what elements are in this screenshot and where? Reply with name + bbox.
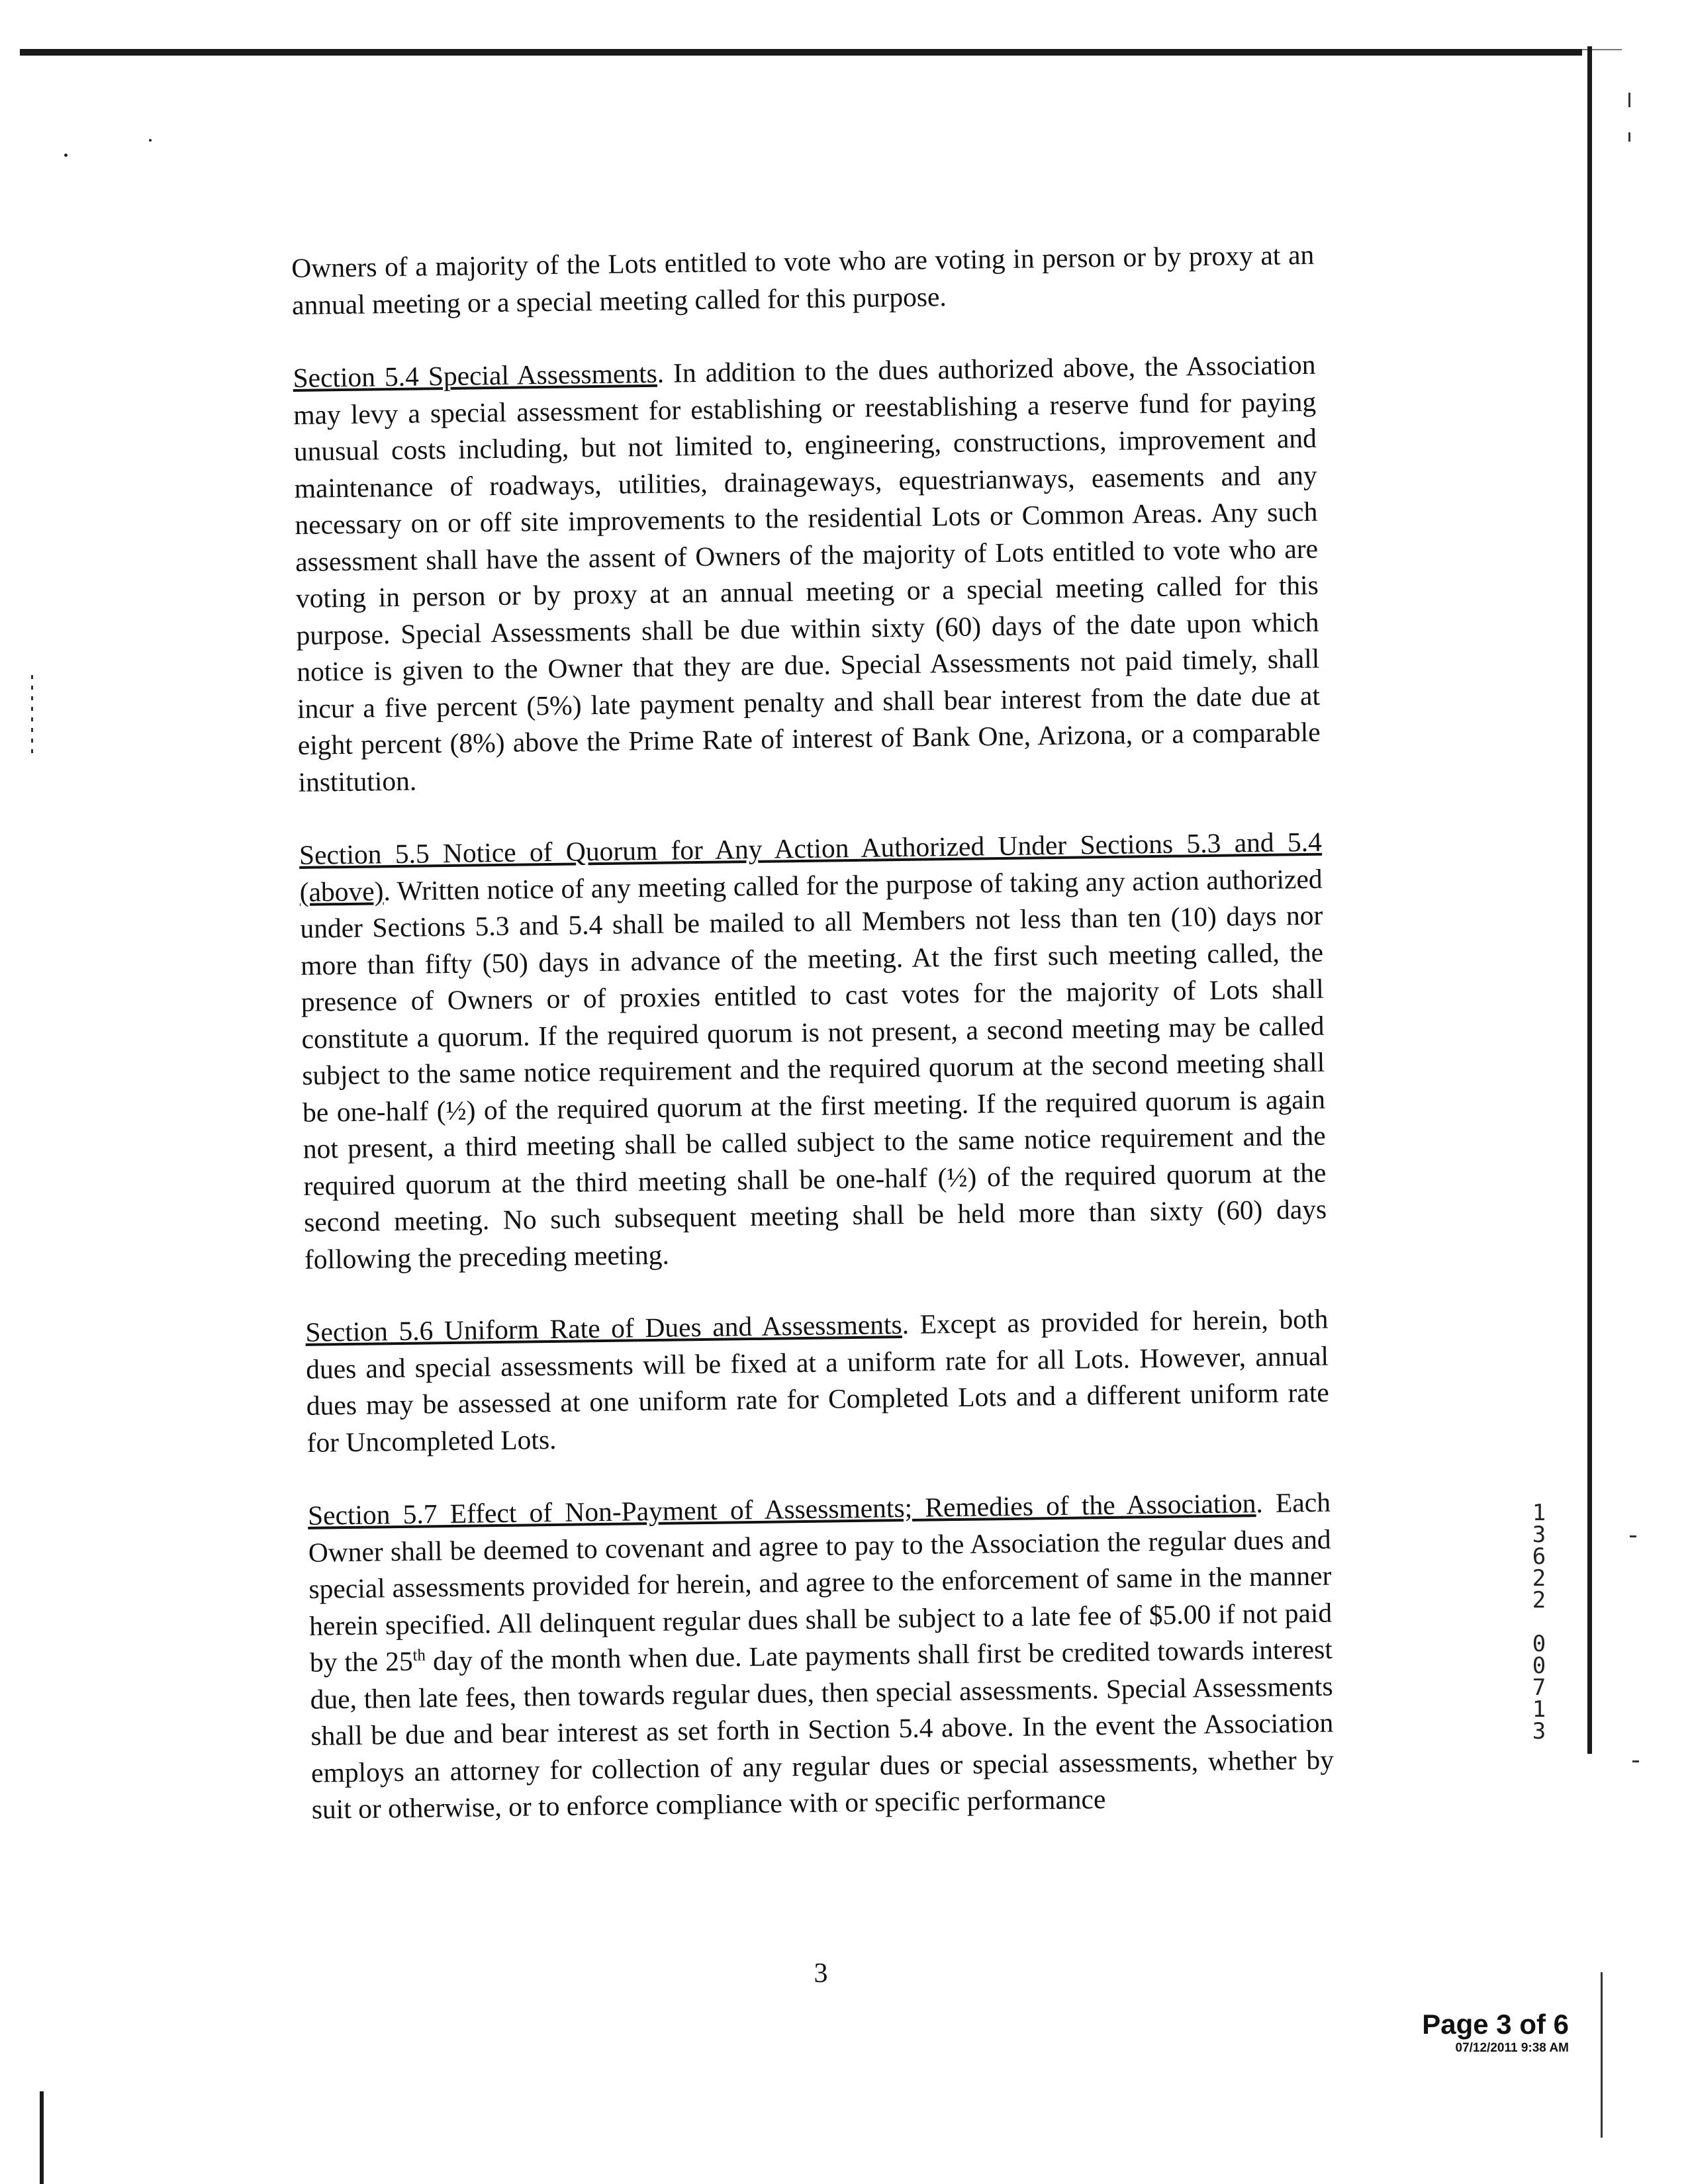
scan-speck [149, 139, 152, 142]
section-heading: Section 5.6 Uniform Rate of Dues and Assessments [305, 1309, 902, 1347]
paragraph-text: . Each Owner shall be deemed to covenant and agree to pay to the Association the regular dues and special assessments provided for herein, and agree to the enforcement of same in the manner herein specified. All delinquent regular dues shall be subject to a late fee of $5.00 if not paid by the 25 [308, 1486, 1333, 1678]
bates-digit: 0 [1532, 1631, 1546, 1657]
section-heading: Section 5.7 Effect of Non-Payment of Assessments; Remedies of the Association [307, 1488, 1256, 1531]
bates-digit: 7 [1532, 1674, 1546, 1701]
scan-right-edge [1587, 46, 1592, 1754]
scan-tick-mark [1632, 1760, 1639, 1762]
scan-tick-mark [1628, 93, 1630, 107]
bates-digit: 2 [1532, 1587, 1546, 1614]
section-5-6-paragraph [305, 1301, 1330, 1461]
bates-digit: 6 [1532, 1543, 1546, 1570]
scan-left-edge [40, 2091, 44, 2184]
bates-digit: 3 [1532, 1718, 1546, 1745]
page-count-label: Page 3 of 6 [1422, 2009, 1569, 2040]
bates-digit: 1 [1532, 1696, 1546, 1723]
bates-digit: 2 [1532, 1565, 1546, 1592]
paragraph-continuation [291, 237, 1315, 324]
page-number: 3 [814, 1958, 828, 1989]
paragraph-text: . In addition to the dues authorized above, the Association may levy a special assessment for establishing or reestablishing a reserve fund for paying unusual costs including, but not limited to, engineering, constructions, improvement and maintenance of roadways, utilities, drainageways, equestrianways, easements and any necessary on or off site improvements to the residential Lots or Common Areas. Any such assessment shall have the assent of Owners of the majority of Lots entitled to vote who are voting in person or by proxy at an annual meeting or a special meeting called for this purpose. Special Assessments shall be due within sixty (60) days of the date upon which notice is given to the Owner that they are due. Special Assessments not paid timely, shall incur a five percent (5%) late payment penalty and shall bear interest from the date due at eight percent (8%) above the Prime Rate of interest of Bank One, Arizona, or a comparable institution. [293, 349, 1321, 797]
document-body [291, 237, 1335, 1865]
ordinal-suffix: th [412, 1646, 426, 1664]
scan-dashed-mark [31, 675, 33, 754]
stamp-timestamp: 07/12/2011 9:38 AM [1455, 2041, 1569, 2055]
bates-digit: 3 [1532, 1522, 1546, 1548]
paragraph-text: Owners of a majority of the Lots entitled to vote who are voting in person or by proxy at an annual meeting or a special meeting called for this purpose. [291, 239, 1315, 320]
scan-right-edge-lower [1601, 1972, 1603, 2138]
section-heading: Section 5.4 Special Assessments [293, 357, 658, 393]
paragraph-text: . Except as provided for herein, both dues and special assessments will be fixed at a uniform rate for all Lots. However, annual dues may be assessed at one uniform rate for Completed Lots and a different uniform rate for Uncompleted Lots. [305, 1303, 1330, 1458]
section-5-5-paragraph [299, 824, 1328, 1278]
scan-tick-mark [1628, 132, 1630, 142]
paragraph-text: day of the month when due. Late payments shall first be credited towards interest due, then late fees, then towards regular dues, then special assessments. Special Assessments shall be due and bear interest as set forth in Section 5.4 above. In the event the Association employs an attorney for collection of any regular dues or special assessments, whether by suit or otherwise, or to enforce compliance with or specific performance [310, 1633, 1335, 1825]
scan-speck [64, 154, 68, 157]
scan-top-rule [20, 49, 1582, 56]
section-heading: Section 5.5 Notice of Quorum for Any Action Authorized Under Sections 5.3 and 5.4 (above) [299, 826, 1323, 907]
section-5-7-paragraph [308, 1484, 1335, 1829]
section-5-4-paragraph [293, 347, 1321, 801]
scan-tick-mark [1630, 1535, 1636, 1537]
bates-digit: 0 [1532, 1653, 1546, 1679]
page-stamp [1364, 2009, 1569, 2056]
paragraph-text: . Written notice of any meeting called for the purpose of taking any action authorized under Sections 5.3 and 5.4 shall be mailed to all Members not less than ten (10) days nor more than fifty (50) days in advance of the meeting. At the first such meeting called, the presence of Owners or of proxies entitled to cast votes for the majority of Lots shall constitute a quorum. If the required quorum is not present, a second meeting may be called subject to the same notice requirement and the required quorum at the second meeting shall be one-half (½) of the required quorum at the first meeting. If the required quorum is again not present, a third meeting shall be called subject to the same notice requirement and the required quorum at the third meeting shall be one-half (½) of the required quorum at the second meeting. No such subsequent meeting shall be held more than sixty (60) days following the preceding meeting. [300, 863, 1327, 1275]
bates-digit: 1 [1532, 1500, 1546, 1526]
bates-number [1523, 1502, 1556, 1743]
